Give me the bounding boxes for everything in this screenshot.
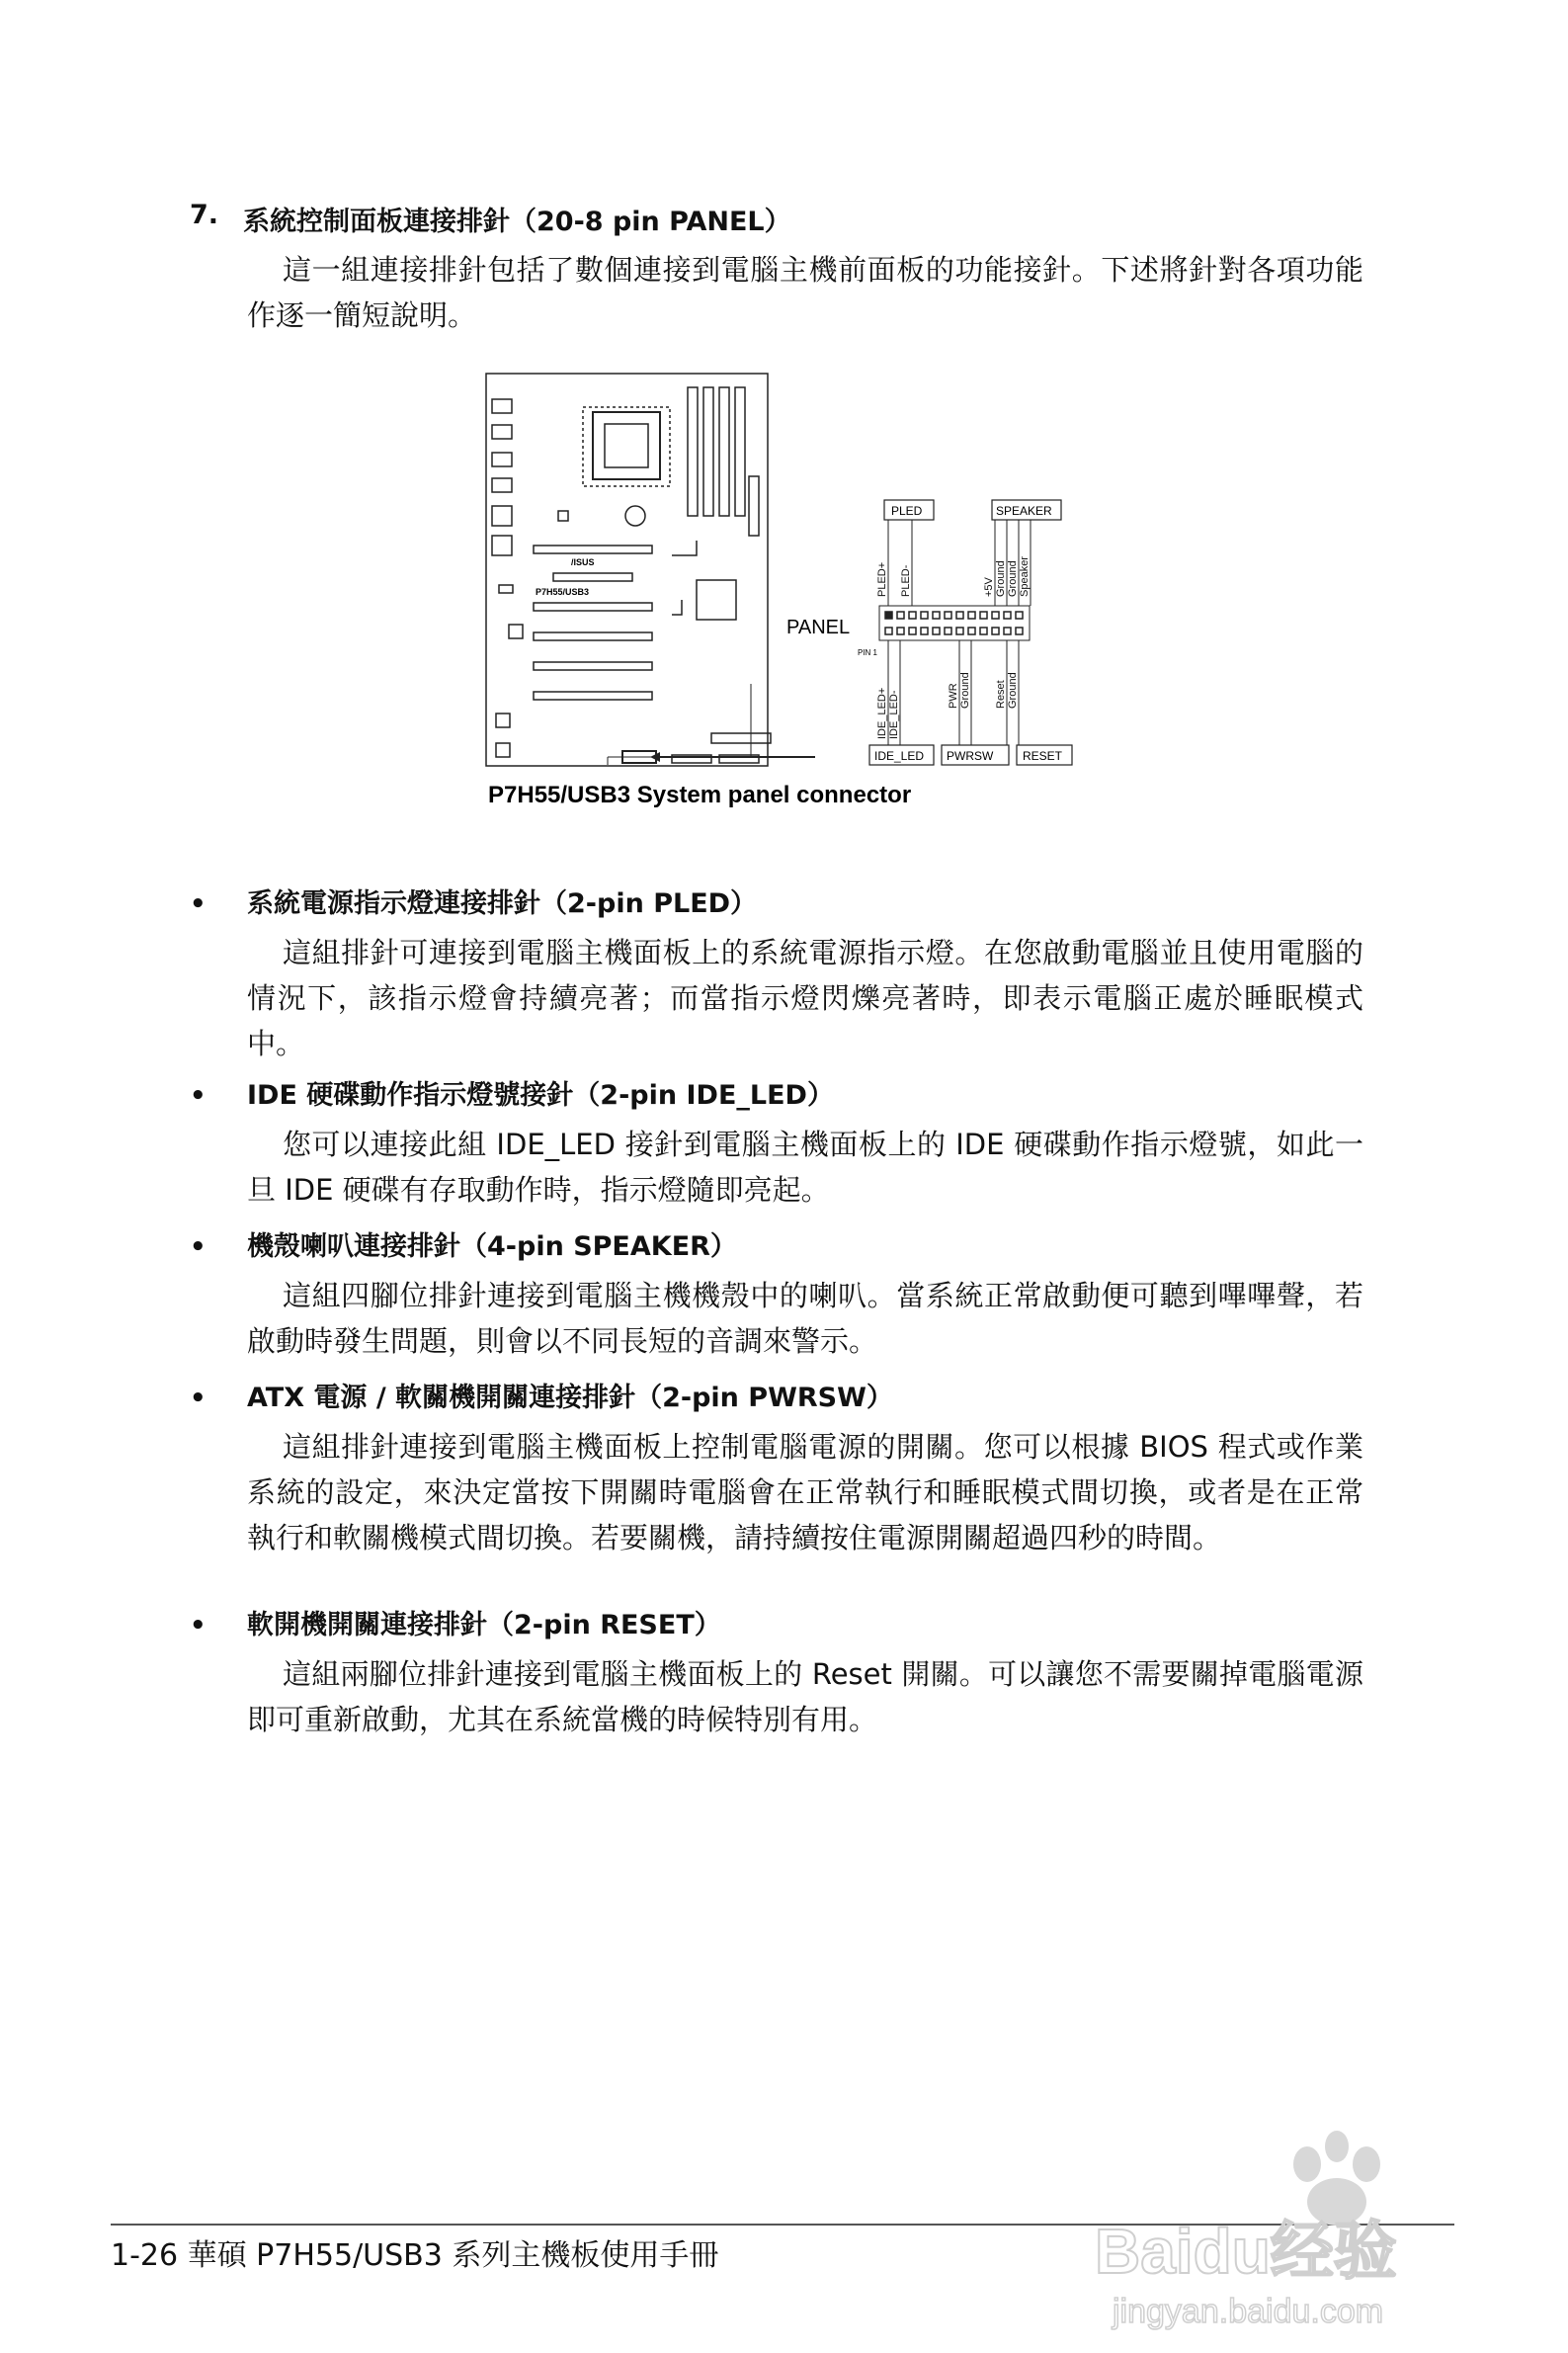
bottom-box-label: PWRSW <box>947 749 994 763</box>
top-pin-label: +5V <box>983 577 995 597</box>
top-pin-label: Ground <box>995 560 1007 597</box>
bullet-item-speaker <box>190 1224 1365 1364</box>
top-box-label: PLED <box>891 504 923 518</box>
panel-label: PANEL <box>786 617 851 638</box>
bullet-item-ide-led <box>190 1073 1365 1213</box>
bottom-box-label: RESET <box>1023 749 1063 763</box>
bullet-title: 機殼喇叭連接排針（4-pin SPEAKER） <box>247 1231 737 1262</box>
top-pin-label: Speaker <box>1019 556 1031 597</box>
pin-header <box>885 612 1023 634</box>
bullet-icon: • <box>190 889 206 919</box>
bullet-text: 您可以連接此組 IDE_LED 接針到電腦主機面板上的 IDE 硬碟動作指示燈號，如此一旦 IDE 硬碟有存取動作時，指示燈隨即亮起。 <box>247 1128 1363 1207</box>
watermark-brand: Baidu经验 <box>1095 2216 1397 2287</box>
watermark-url: jingyan.baidu.com <box>1113 2293 1384 2330</box>
section-intro: 這一組連接排針包括了數個連接到電腦主機前面板的功能接針。下述將針對各項功能作逐一簡短說明。 <box>247 253 1363 332</box>
bullet-icon: • <box>190 1611 206 1640</box>
panel-connector-figure <box>474 368 1107 822</box>
page-footer: 1-26 華碩 P7H55/USB3 系列主機板使用手冊 <box>111 2238 719 2273</box>
bottom-pin-label: PWR <box>948 683 959 709</box>
bullet-title: ATX 電源 / 軟關機開關連接排針（2-pin PWRSW） <box>247 1383 893 1413</box>
bullet-title: 系統電源指示燈連接排針（2-pin PLED） <box>247 888 758 919</box>
bullet-icon: • <box>190 1384 206 1413</box>
bullet-text: 這組排針可連接到電腦主機面板上的系統電源指示燈。在您啟動電腦並且使用電腦的情況下，該指示燈會持續亮著；而當指示燈閃爍亮著時，即表示電腦正處於睡眠模式中。 <box>247 936 1363 1060</box>
figure-caption: P7H55/USB3 System panel connector <box>488 782 912 808</box>
bullet-text: 這組兩腳位排針連接到電腦主機面板上的 Reset 開關。可以讓您不需要關掉電腦電源即可重新啟動，尤其在系統當機的時候特別有用。 <box>247 1657 1363 1736</box>
section-title: 系統控制面板連接排針（20-8 pin PANEL） <box>243 207 791 237</box>
board-label: P7H55/USB3 <box>536 587 590 597</box>
pin1-label: PIN 1 <box>858 648 878 657</box>
bullet-icon: • <box>190 1232 206 1262</box>
motherboard-diagram <box>486 374 771 766</box>
bullet-title: 軟開機開關連接排針（2-pin RESET） <box>247 1610 721 1640</box>
pointer-arrow <box>608 684 751 765</box>
baidu-watermark <box>1095 2125 1470 2332</box>
bullet-icon: • <box>190 1081 206 1111</box>
bottom-pin-label: IDE_LED+ <box>876 687 888 739</box>
top-box-label: SPEAKER <box>996 504 1052 518</box>
bullet-item-pled <box>190 882 1365 1066</box>
bullet-title: IDE 硬碟動作指示燈號接針（2-pin IDE_LED） <box>247 1080 834 1111</box>
brand-label: /ISUS <box>571 557 595 567</box>
bottom-pin-label: IDE_LED- <box>888 690 900 739</box>
top-pin-label: Ground <box>1007 560 1019 597</box>
bullet-item-pwrsw <box>190 1376 1365 1560</box>
paw-icon <box>1293 2131 1380 2226</box>
top-pin-label: PLED+ <box>876 561 888 597</box>
bullet-text: 這組排針連接到電腦主機面板上控制電腦電源的開關。您可以根據 BIOS 程式或作業系統的設定，來決定當按下開關時電腦會在正常執行和睡眠模式間切換，或者是在正常執行和軟關機模式間切換。若要關機，請持續按住電源開關超過四秒的時間。 <box>247 1430 1363 1555</box>
top-pin-label: PLED- <box>900 564 912 597</box>
bottom-pin-label: Reset <box>995 680 1007 709</box>
section-number: 7. <box>190 200 219 230</box>
bottom-pin-label: Ground <box>959 672 971 709</box>
section-heading <box>190 200 791 238</box>
bottom-pin-label: Ground <box>1007 672 1019 709</box>
bottom-box-label: IDE_LED <box>874 749 925 763</box>
bullet-item-reset <box>190 1603 1365 1742</box>
bullet-text: 這組四腳位排針連接到電腦主機機殼中的喇叭。當系統正常啟動便可聽到嗶嗶聲，若啟動時發生問題，則會以不同長短的音調來警示。 <box>247 1279 1363 1358</box>
